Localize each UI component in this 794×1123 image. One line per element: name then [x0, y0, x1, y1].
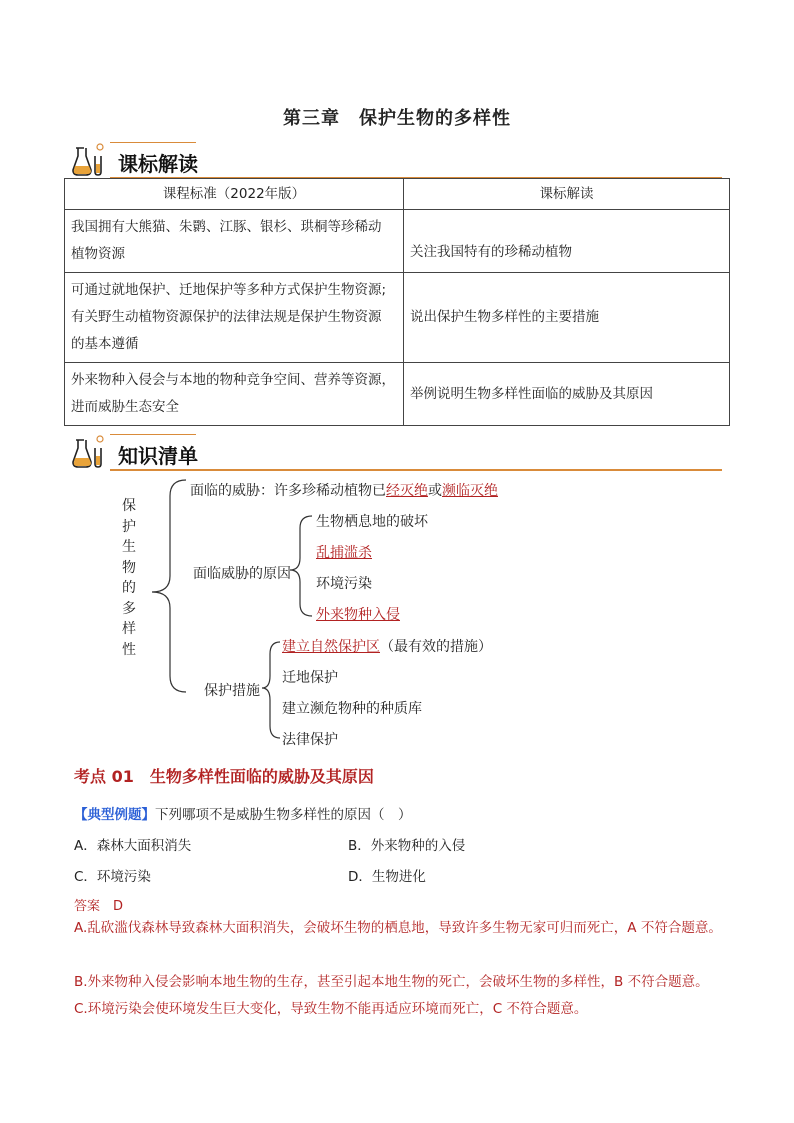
explanation-c: C.环境污染会使环境发生巨大变化，导致生物不能再适应环境而死亡，C 不符合题意。	[74, 1001, 588, 1017]
tree-causes-label: 面临威胁的原因	[193, 566, 291, 582]
table-header-standard: 课程标准（2022年版）	[65, 179, 404, 210]
explanation-a: A.乱砍滥伐森林导致森林大面积消失，会破坏生物的栖息地，导致许多生物无家可归而死亡，A 不符合题意。	[74, 920, 722, 936]
tree-measure-item: 迁地保护	[282, 670, 338, 686]
section-title-knowledge: 知识清单	[118, 444, 198, 468]
tree-threat: 面临的威胁：许多珍稀动植物已经灭绝或濒临灭绝	[190, 483, 498, 499]
option-a: A．森林大面积消失	[74, 838, 192, 854]
option-d: D．生物进化	[348, 869, 426, 885]
table-row	[65, 363, 730, 426]
table-cell-standard: 可通过就地保护、迁地保护等多种方式保护生物资源; 有关野生动植物资源保护的法律法规是保护生物资源 的基本遵循	[65, 273, 404, 363]
table-row	[65, 273, 730, 363]
option-c: C．环境污染	[74, 869, 151, 885]
question-tag: 【典型例题】	[74, 807, 155, 823]
tree-measure-item: 法律保护	[282, 732, 338, 748]
section-header-standards	[70, 140, 722, 180]
tree-root-label: 保护生物的多样性	[122, 498, 136, 658]
page-title: 第三章 保护生物的多样性	[283, 108, 511, 129]
tree-measure-item: 建立濒危物种的种质库	[282, 701, 422, 717]
table-cell-interpretation: 举例说明生物多样性面临的威胁及其原因	[404, 363, 730, 426]
table-cell-standard: 外来物种入侵会与本地的物种竞争空间、营养等资源， 进而威胁生态安全	[65, 363, 404, 426]
tree-cause-item: 乱捕滥杀	[316, 545, 372, 561]
lab-flask-icon	[70, 142, 110, 178]
tree-cause-item: 环境污染	[316, 576, 372, 592]
tree-measures-label: 保护措施	[204, 683, 260, 699]
table-cell-standard: 我国拥有大熊猫、朱鹮、江豚、银杉、珙桐等珍稀动 植物资源	[65, 210, 404, 273]
table-cell-interpretation: 说出保护生物多样性的主要措施	[404, 273, 730, 363]
exam-point-title: 考点 01 生物多样性面临的威胁及其原因	[74, 767, 374, 786]
table-header-row	[65, 179, 730, 210]
option-b: B．外来物种的入侵	[348, 838, 466, 854]
table-cell-interpretation: 关注我国特有的珍稀动植物	[404, 210, 730, 273]
question	[74, 803, 412, 823]
question-text: 下列哪项不是威胁生物多样性的原因（ ）	[155, 807, 412, 823]
standards-table	[64, 178, 730, 426]
lab-flask-icon	[70, 434, 110, 470]
explanation-b: B.外来物种入侵会影响本地生物的生存，甚至引起本地生物的死亡，会破坏生物的多样性，B 不符合题意。	[74, 974, 709, 990]
tree-cause-item: 生物栖息地的破坏	[316, 514, 428, 530]
table-header-interpretation: 课标解读	[404, 179, 730, 210]
tree-cause-item: 外来物种入侵	[316, 607, 400, 623]
section-title-standards: 课标解读	[118, 152, 198, 176]
section-header-knowledge	[70, 432, 722, 472]
knowledge-tree	[0, 476, 794, 756]
table-row	[65, 210, 730, 273]
tree-measure-item: 建立自然保护区（最有效的措施）	[282, 639, 492, 655]
answer: 答案 D	[74, 899, 124, 914]
